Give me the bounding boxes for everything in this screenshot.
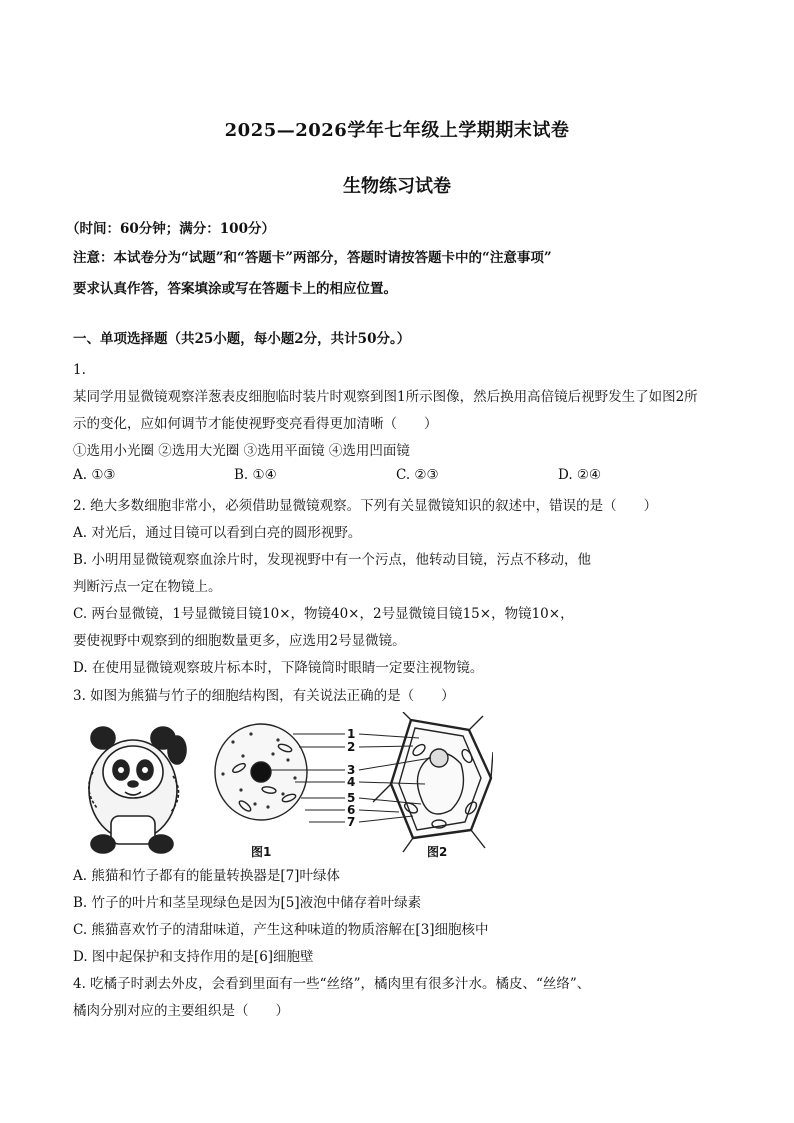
q4-stem-line2: 橘肉分别对应的主要组织是（ ） (73, 1003, 289, 1019)
q2-option-a: A. 对光后，通过目镜可以看到白亮的圆形视野。 (73, 525, 362, 541)
figure-1-caption: 图1 (251, 845, 272, 859)
q2-stem: 2. 绝大多数细胞非常小，必须借助显微镜观察。下列有关显微镜知识的叙述中，错误的是（ ） (73, 498, 658, 514)
panda-illustration (89, 727, 186, 853)
label-7: 7 (347, 815, 356, 829)
animal-cell-diagram (215, 724, 307, 820)
q2-option-b-line1: B. 小明用显微镜观察血涂片时，发现视野中有一个污点，他转动目镜，污点不移动，他 (73, 552, 592, 568)
q1-stem-line1: 某同学用显微镜观察洋葱表皮细胞临时装片时观察到图1所示图像，然后换用高倍镜后视野发生了如图2所 (73, 389, 698, 405)
exam-title: 2025—2026学年七年级上学期期末试卷 (224, 120, 570, 141)
q4-stem-line1: 4. 吃橘子时剥去外皮，会看到里面有一些“丝络”，橘肉里有很多汁水。橘皮、“丝络”、 (73, 976, 591, 992)
q3-option-d: D. 图中起保护和支持作用的是[6]细胞壁 (73, 949, 314, 965)
q2-option-d: D. 在使用显微镜观察玻片标本时，下降镜筒时眼睛一定要注视物镜。 (73, 660, 484, 676)
label-4: 4 (347, 775, 356, 789)
q1-number: 1. (73, 362, 86, 378)
q1-option-c: C. ②③ (396, 467, 439, 483)
q1-stem-line2: 示的变化，应如何调节才能使视野变亮看得更加清晰（ ） (73, 416, 438, 432)
q2-option-b-line2: 判断污点一定在物镜上。 (73, 579, 222, 595)
section-heading: 一、单项选择题（共25小题，每小题2分，共计50分。） (73, 331, 411, 347)
q1-option-d: D. ②④ (558, 467, 602, 483)
q3-stem: 3. 如图为熊猫与竹子的细胞结构图，有关说法正确的是（ ） (73, 688, 455, 704)
label-3: 3 (347, 763, 356, 777)
label-1: 1 (347, 727, 356, 741)
cell-structure-figure (73, 712, 493, 862)
q2-option-c-line2: 要使视野中观察到的细胞数量更多，应选用2号显微镜。 (73, 633, 406, 649)
q3-option-b: B. 竹子的叶片和茎呈现绿色是因为[5]液泡中储存着叶绿素 (73, 895, 422, 911)
label-5: 5 (347, 791, 356, 805)
q1-option-a: A. ①③ (73, 467, 116, 483)
q1-stem-line3: ①选用小光圈 ②选用大光圈 ③选用平面镜 ④选用凹面镜 (73, 443, 410, 459)
label-2: 2 (347, 740, 356, 754)
label-6: 6 (347, 803, 356, 817)
q3-option-a: A. 熊猫和竹子都有的能量转换器是[7]叶绿体 (73, 868, 340, 884)
time-info: （时间：60分钟；满分：100分） (66, 221, 275, 237)
exam-subtitle: 生物练习试卷 (343, 176, 451, 197)
notice-line-2: 要求认真作答，答案填涂或写在答题卡上的相应位置。 (73, 281, 397, 297)
notice-line-1: 注意：本试卷分为“试题”和“答题卡”两部分，答题时请按答题卡中的“注意事项” (73, 250, 552, 266)
figure-2-caption: 图2 (427, 845, 448, 859)
q3-option-c: C. 熊猫喜欢竹子的清甜味道，产生这种味道的物质溶解在[3]细胞核中 (73, 922, 489, 938)
q1-option-b: B. ①④ (234, 467, 277, 483)
q2-option-c-line1: C. 两台显微镜，1号显微镜目镜10×，物镜40×，2号显微镜目镜15×，物镜10×， (73, 606, 574, 622)
plant-cell-diagram (373, 712, 493, 852)
